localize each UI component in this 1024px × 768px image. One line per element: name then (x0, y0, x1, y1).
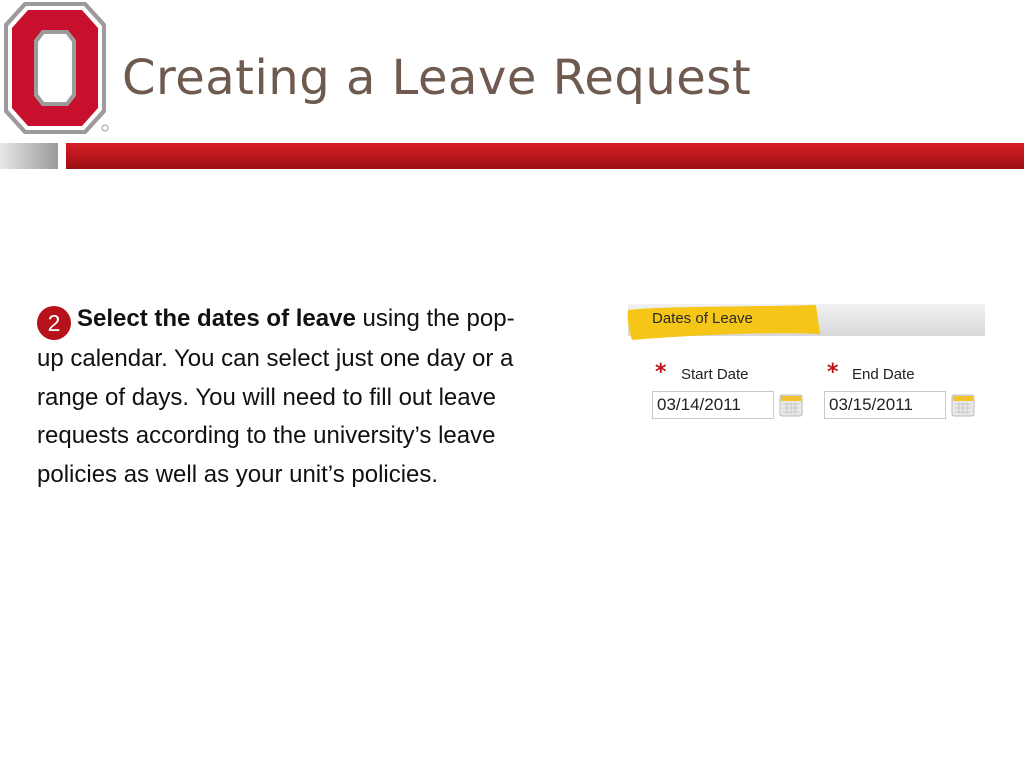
header-bar-red (66, 143, 1024, 169)
end-date-required-marker: * (827, 360, 839, 385)
ohio-state-logo (2, 0, 110, 136)
header-bar-gray (0, 143, 58, 169)
instruction-text (37, 300, 607, 494)
start-date-required-marker: * (655, 360, 667, 385)
start-date-label: Start Date (681, 366, 749, 383)
slide-title: Creating a Leave Request (122, 50, 752, 106)
instruction-line1: using the pop- (355, 305, 515, 332)
instruction-line4: requests according to the university’s leave (37, 422, 496, 449)
end-date-calendar-button[interactable] (951, 393, 975, 417)
block-o-icon (2, 0, 110, 136)
instruction-bold: Select the dates of leave (77, 305, 356, 332)
instruction-line3: range of days. You will need to fill out leave (37, 383, 496, 411)
dates-of-leave-heading: Dates of Leave (652, 310, 753, 327)
end-date-input[interactable]: 03/15/2011 (824, 391, 946, 419)
step-number-badge: 2 (37, 306, 71, 340)
start-date-input[interactable]: 03/14/2011 (652, 391, 774, 419)
start-date-calendar-button[interactable] (779, 393, 803, 417)
calendar-icon (779, 393, 803, 417)
instruction-line2: up calendar. You can select just one day or a (37, 345, 514, 372)
instruction-line5: policies as well as your unit’s policies. (37, 460, 439, 488)
calendar-icon (951, 393, 975, 417)
end-date-label: End Date (852, 366, 915, 383)
